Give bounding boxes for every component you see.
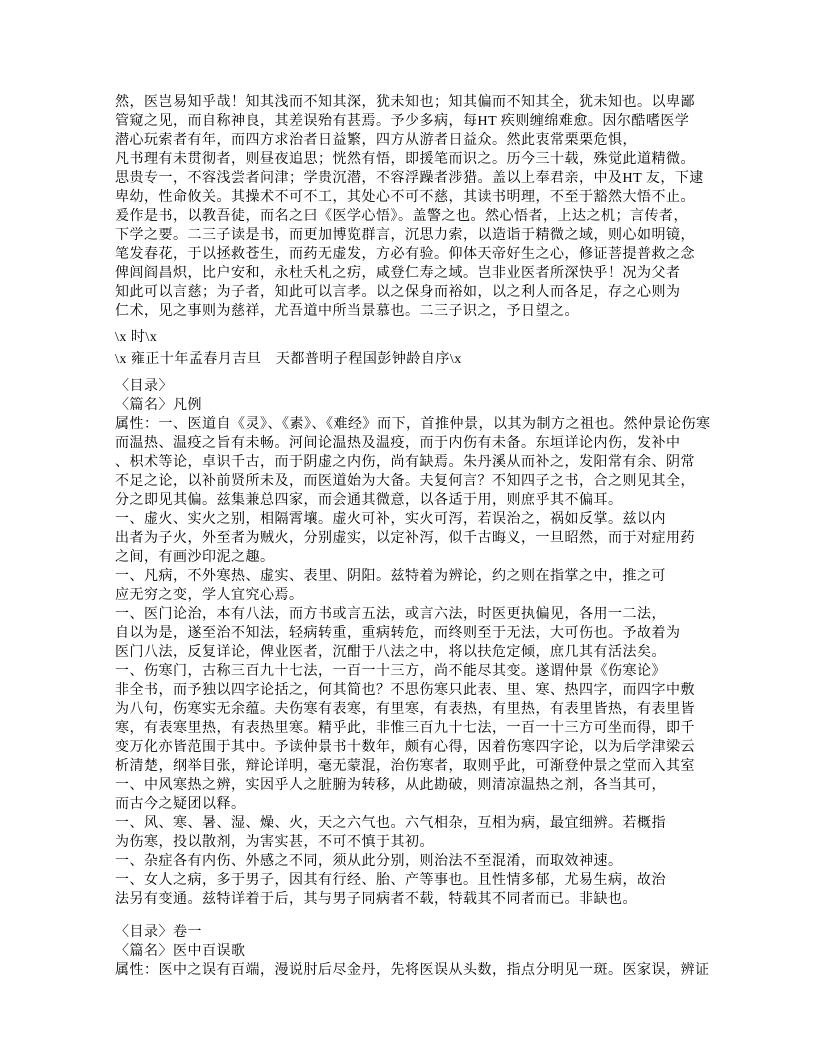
fanli-line: 出者为子火，外至者为贼火，分别虚实，以定补泻，似千古晦义，一旦昭然，而于对症用药 [115, 531, 695, 546]
baiwuge-line: 属性：医中之误有百端，漫说肘后尽金丹，先将医误从头数，指点分明见一斑。医家误，辨证 [115, 963, 710, 978]
fanli-line: 医门八法，反复详论，俾业医者，沉酣于八法之中，将以扶危定倾，庶几其有活法矣。 [115, 645, 666, 660]
fanli-line: 一、风、寒、暑、湿、燥、火，天之六气也。六气相杂，互相为病，最宜细辨。若概指 [115, 816, 666, 831]
fanli-line: 为八句，伤寒实无余蕴。夫伤寒有表寒，有里寒，有表热，有里热，有表里皆热，有表里皆 [115, 702, 695, 717]
fanli-line: 而温热、温疫之旨有未畅。河间论温热及温疫，而于内伤有未备。东垣详论内伤，发补中 [115, 436, 681, 451]
fanli-line: 一、中风寒热之辨，实因乎人之脏腑为转移，从此勘破，则清凉温热之剂，各当其可， [115, 778, 666, 793]
fanli-line: 而古今之疑团以释。 [115, 797, 246, 812]
preface-line: 潜心玩索者有年，而四方求治者日益繁，四方从游者日益众。然此衷常栗栗危惧， [115, 133, 637, 148]
fanli-line: 一、女人之病，多于男子，因其有行经、胎、产等事也。且性情多郁，尤易生病，故治 [115, 873, 666, 888]
date-signature-line: \x 雍正十年孟春月吉旦 天都普明子程国彭钟龄自序\x [115, 352, 462, 367]
chapter-tag-fanli: 〈篇名〉凡例 [115, 398, 202, 413]
time-marker-line: \x 时\x [115, 330, 158, 345]
toc-tag-juan1: 〈目录〉卷一 [115, 925, 202, 940]
fanli-line: 不足之论，以补前贤所未及，而医道始为大备。夫复何言？不知四子之书，合之则见其全， [115, 474, 695, 489]
preface-line: 然，医岂易知乎哉！知其浅而不知其深，犹未知也；知其偏而不知其全，犹未知也。以卑鄙 [115, 95, 695, 110]
fanli-line: 一、医门论治，本有八法，而方书或言五法，或言六法，时医更执偏见，各用一二法， [115, 607, 666, 622]
preface-line: 俾闾阎昌炽，比户安和，永杜夭札之疠，咸登仁寿之域。岂非业医者所深快乎！况为父者 [115, 266, 681, 281]
fanli-line: 非全书，而予独以四字论括之，何其简也？不思伤寒只此表、里、寒、热四字，而四字中敷 [115, 683, 695, 698]
fanli-line: 一、伤寒门，古称三百九十七法，一百一十三方，尚不能尽其变。遂谓仲景《伤寒论》 [115, 664, 666, 679]
fanli-line: 一、凡病，不外寒热、虚实、表里、阴阳。兹特着为辨论，约之则在指掌之中，推之可 [115, 569, 666, 584]
preface-line: 仁术，见之事则为慈祥，尤吾道中所当景慕也。二三子识之，予日望之。 [115, 304, 579, 319]
fanli-line: 自以为是，遂至治不知法，轻病转重，重病转危，而终则至于无法，大可伤也。予故着为 [115, 626, 681, 641]
toc-tag: 〈目录〉 [115, 379, 173, 394]
preface-line: 下学之要。二三子读是书，而更加博览群言，沉思力索，以造诣于精微之域，则心如明镜， [115, 228, 695, 243]
preface-line: 凡书理有未贯彻者，则昼夜追思；恍然有悟，即援笔而识之。历今三十载，殊觉此道精微。 [115, 152, 695, 167]
fanli-line: 一、杂症各有内伤、外感之不同，须从此分别，则治法不至混淆，而取效神速。 [115, 854, 623, 869]
preface-line: 知此可以言慈；为子者，知此可以言孝。以之保身而裕如，以之利人而各足，存之心则为 [115, 285, 681, 300]
fanli-line: 法另有变通。兹特详着于后，其与男子同病者不载，特载其不同者而已。非缺也。 [115, 892, 637, 907]
preface-line: 管窥之见，而自称神良，其差误殆有甚焉。予少多病，每HT 疾则缠绵难愈。因尔酷嗜医学 [115, 114, 690, 129]
preface-line: 思贵专一，不容浅尝者问津；学贵沉潜，不容浮躁者涉猎。盖以上奉君亲，中及HT 友，下逮 [115, 171, 704, 186]
preface-line: 卑幼，性命攸关。其操术不可不工，其处心不可不慈，其读书明理，不至于豁然大悟不止。 [115, 190, 695, 205]
fanli-line: 属性：一、医道自《灵》、《素》、《难经》而下，首推仲景，以其为制方之祖也。然仲景论伤寒 [115, 417, 711, 432]
fanli-line: 寒，有表寒里热，有表热里寒。精乎此，非惟三百九十七法，一百一十三方可坐而得，即千 [115, 721, 695, 736]
fanli-line: 分之即见其偏。兹集兼总四家，而会通其微意，以各适于用，则庶乎其不偏耳。 [115, 493, 623, 508]
chapter-tag-baiwuge: 〈篇名〉医中百误歌 [115, 944, 246, 959]
fanli-line: 应无穷之变，学人宜究心焉。 [115, 588, 304, 603]
fanli-line: 析清楚，纲举目张，辩论详明，毫无蒙混，治伤寒者，取则乎此，可渐登仲景之堂而入其室 [115, 759, 695, 774]
fanli-line: 为伤寒，投以散剂，为害实甚，不可不慎于其初。 [115, 835, 434, 850]
text-block [115, 93, 718, 980]
preface-line: 笔发春花，于以拯救苍生，而药无虚发，方必有验。仰体天帝好生之心，修证菩提普救之念 [115, 247, 695, 262]
fanli-line: 之间，有画沙印泥之趣。 [115, 550, 275, 565]
fanli-line: 、枳术等论，卓识千古，而于阴虚之内伤，尚有缺焉。朱丹溪从而补之，发阳常有余、阴常 [115, 455, 695, 470]
preface-line: 爰作是书，以教吾徒，而名之曰《医学心悟》。盖警之也。然心悟者，上达之机；言传者， [115, 209, 688, 224]
fanli-line: 一、虚火、实火之别，相隔霄壤。虚火可补，实火可泻，若误治之，祸如反掌。兹以内 [115, 512, 666, 527]
fanli-line: 变万化亦皆范围于其中。予读仲景书十数年，颇有心得，因着伤寒四字论，以为后学津梁云 [115, 740, 695, 755]
